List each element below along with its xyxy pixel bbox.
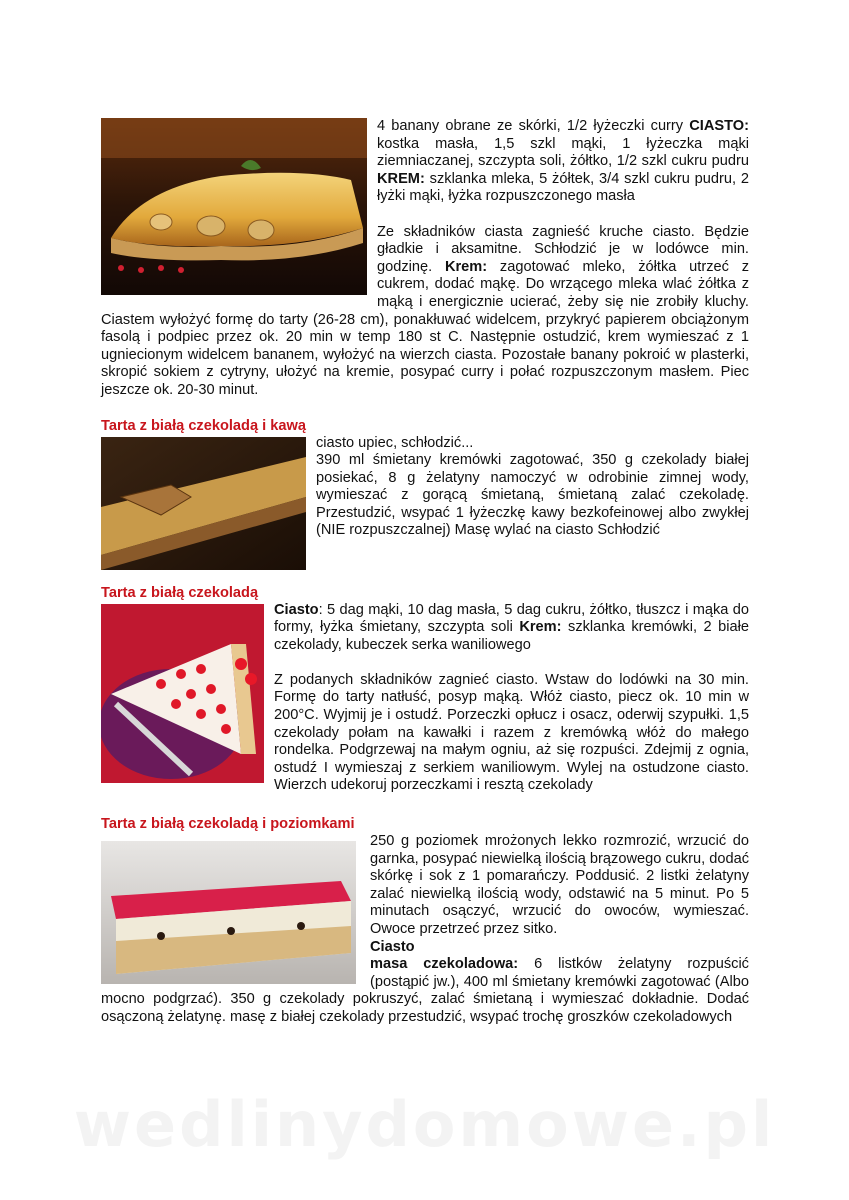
recipe3-instructions: Z podanych składników zagnieć ciasto. Wstaw do lodówki na 30 min. Formę do tarty natłuść, posyp mąką. Włóż ciasto, piecz ok. 10 min w 200°C. Wyjmij je i ostudź. Porzeczki opłucz i osacz, oderwij szypułki. 1,5 czekolady połam na kawałki i razem z kremówką włóż do małego rondelka. Podgrzewaj na małym ogniu, aż się rozpuści. Zdejmij z ognia, ostudź I wymieszaj z serkiem waniliowym. Wylej na ostudzone ciasto. Wierzch udekoruj porzeczkami i resztą czekolady (274, 671, 749, 794)
banana-tart-photo (101, 118, 367, 295)
recipe4-title: Tarta z białą czekoladą i poziomkami (101, 816, 355, 833)
recipe3-title: Tarta z białą czekoladą (101, 584, 259, 601)
strawberry-tart-photo (101, 841, 356, 984)
currant-tart-photo (101, 604, 264, 783)
document-page (101, 118, 749, 1027)
recipe1-ingredients: 4 banany obrane ze skórki, 1/2 łyżeczki curry CIASTO: kostka masła, 1,5 szkl mąki, 1 łyżeczka mąki ziemniaczanej, szczypta soli, żółtko, 1/2 szkl cukru pudru KREM: szklanka mleka, 5 żółtek, 3/4 szkl cukru pudru, 2 łyżki mąki, łyżka rozpuszczonego masła (377, 118, 749, 205)
coffee-tart-photo (101, 437, 306, 570)
watermark: wedlinydomowe.pl (73, 1088, 776, 1161)
recipe3-ingredients: Ciasto: 5 dag mąki, 10 dag masła, 5 dag cukru, żółtko, tłuszcz i mąka do formy, łyżka śmietany, szczypta soli Krem: szklanka kremówki, 2 białe czekolady, kubeczek serka waniliowego (274, 601, 749, 653)
recipe4-instructions: 250 g poziomek mrożonych lekko rozmrozić, wrzucić do garnka, posypać niewielką ilością brązowego cukru, dodać skórkę i sok z 1 pomarańczy. Poddusić. 2 listki żelatyny zalać niewielką ilością wody, odstawić na 5 minut. Po 5 minutach osączyć, wrzucić do owoców, wymieszać. Owoce przetrzeć przez sitko. Ciasto masa czekoladowa: 6 listków żelatyny rozpuścić (postąpić jw.), 400 ml śmietany kremówki zagotować (Albo mocno podgrzać). 350 g czekolady pokruszyć, zalać śmietaną i wymieszać dokładnie. Dodać osączoną żelatynę. masę z białej czekolady przestudzić, wsypać trochę groszków czekoladowych (101, 833, 749, 1025)
recipe1-instructions: Ze składników ciasta zagnieść kruche ciasto. Będzie gładkie i aksamitne. Schłodzić je w lodówce min. godzinę. Krem: zagotować mleko, żółtka utrzeć z cukrem, dodać mąkę. Do wrzącego mleka wlać żółtka z mąką i energicznie ucierać, żeby się nie zrobiły kluchy. Ciastem wyłożyć formę do tarty (26-28 cm), ponakłuwać widelcem, przykryć papierem obciążonym fasolą i podpiec przez ok. 20 min w temp 180 st C. Następnie ostudzić, krem wymieszać z 1 ugniecionym widelcem bananem, wyłożyć na wierzch ciasta. Pozostałe banany pokroić w plasterki, skropić sokiem z cytryny, ułożyć na kremie, posypać curry i połać rozpuszczonym masłem. Piec jeszcze ok. 20-30 minut. (101, 223, 749, 398)
recipe2-instructions: ciasto upiec, schłodzić... 390 ml śmietany kremówki zagotować, 350 g czekolady białej posiekać, 8 g żelatyny namoczyć w odrobinie zimnej wody, wymieszać z gorącą śmietaną, śmietaną zalać czekoladę. Przestudzić, wsypać 1 łyżeczkę kawy bezkofeinowej albo zwykłej (NIE rozpuszczalnej) Masę wylać na ciasto Schłodzić (316, 434, 749, 539)
recipe2-title: Tarta z białą czekoladą i kawą (101, 417, 306, 434)
